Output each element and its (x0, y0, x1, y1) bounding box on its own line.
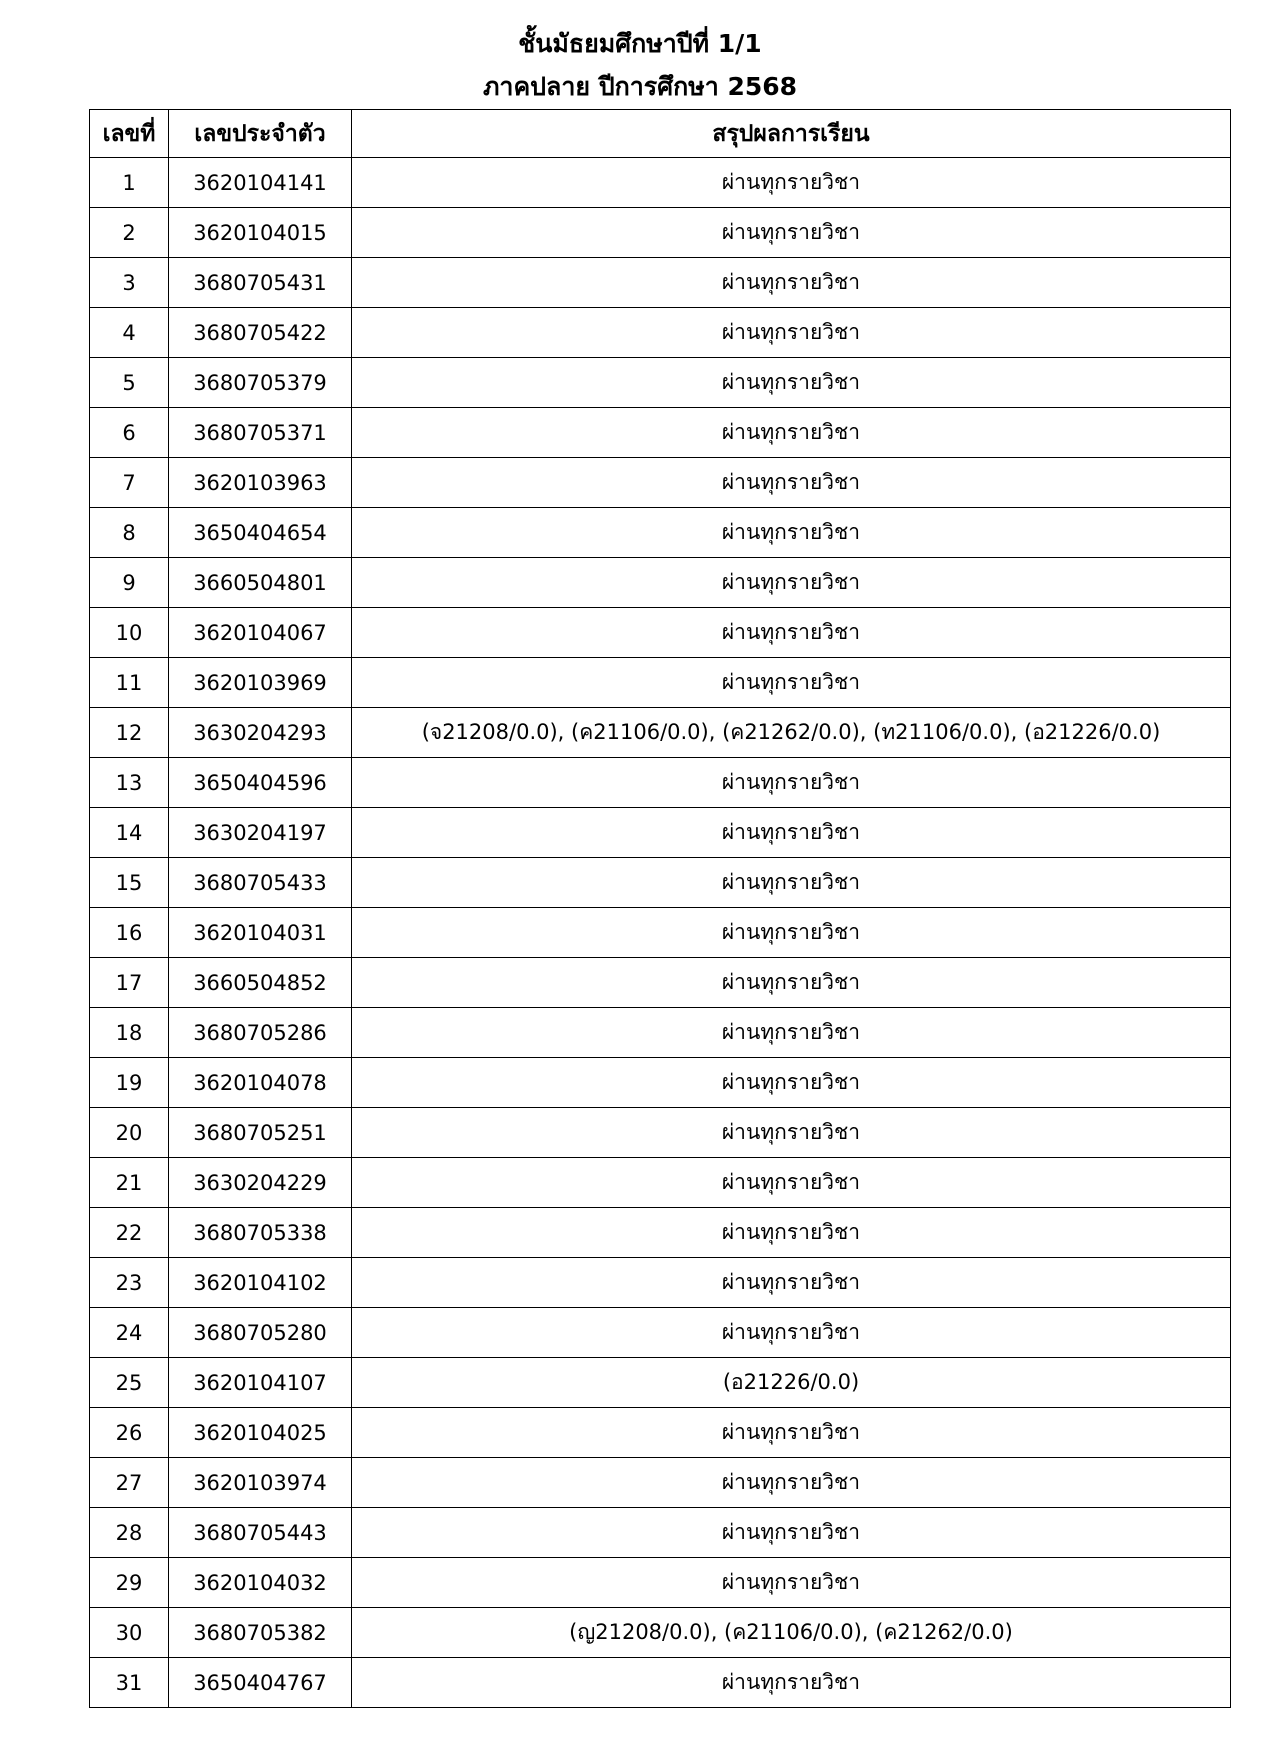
row-number-cell: 6 (90, 408, 169, 458)
result-cell: ผ่านทุกรายวิชา (352, 958, 1231, 1008)
student-id-cell: 3650404767 (169, 1658, 352, 1708)
student-id-cell: 3680705379 (169, 358, 352, 408)
row-number-cell: 18 (90, 1008, 169, 1058)
table-row (90, 358, 1231, 408)
result-cell: ผ่านทุกรายวิชา (352, 1508, 1231, 1558)
result-cell: ผ่านทุกรายวิชา (352, 208, 1231, 258)
result-cell: (ญ21208/0.0), (ค21106/0.0), (ค21262/0.0) (352, 1608, 1231, 1658)
row-number-cell: 30 (90, 1608, 169, 1658)
result-cell: ผ่านทุกรายวิชา (352, 1058, 1231, 1108)
result-cell: ผ่านทุกรายวิชา (352, 608, 1231, 658)
student-id-cell: 3620104025 (169, 1408, 352, 1458)
student-id-cell: 3680705371 (169, 408, 352, 458)
table-row (90, 608, 1231, 658)
student-id-cell: 3660504852 (169, 958, 352, 1008)
row-number-cell: 5 (90, 358, 169, 408)
table-row (90, 1558, 1231, 1608)
student-id-cell: 3630204197 (169, 808, 352, 858)
row-number-cell: 3 (90, 258, 169, 308)
table-row (90, 658, 1231, 708)
student-id-cell: 3630204293 (169, 708, 352, 758)
row-number-cell: 24 (90, 1308, 169, 1358)
result-cell: ผ่านทุกรายวิชา (352, 358, 1231, 408)
row-number-cell: 10 (90, 608, 169, 658)
result-cell: ผ่านทุกรายวิชา (352, 1558, 1231, 1608)
result-cell: ผ่านทุกรายวิชา (352, 258, 1231, 308)
row-number-cell: 7 (90, 458, 169, 508)
student-id-cell: 3620103969 (169, 658, 352, 708)
student-id-cell: 3660504801 (169, 558, 352, 608)
result-cell: ผ่านทุกรายวิชา (352, 858, 1231, 908)
result-cell: ผ่านทุกรายวิชา (352, 1308, 1231, 1358)
row-number-cell: 4 (90, 308, 169, 358)
row-number-cell: 21 (90, 1158, 169, 1208)
row-number-cell: 14 (90, 808, 169, 858)
result-cell: ผ่านทุกรายวิชา (352, 658, 1231, 708)
student-id-cell: 3620103974 (169, 1458, 352, 1508)
table-row (90, 958, 1231, 1008)
result-cell: ผ่านทุกรายวิชา (352, 758, 1231, 808)
row-number-cell: 22 (90, 1208, 169, 1258)
row-number-cell: 20 (90, 1108, 169, 1158)
row-number-cell: 26 (90, 1408, 169, 1458)
table-row (90, 1408, 1231, 1458)
student-id-cell: 3680705422 (169, 308, 352, 358)
result-cell: ผ่านทุกรายวิชา (352, 908, 1231, 958)
result-cell: ผ่านทุกรายวิชา (352, 1008, 1231, 1058)
row-number-cell: 29 (90, 1558, 169, 1608)
result-cell: ผ่านทุกรายวิชา (352, 1658, 1231, 1708)
student-id-cell: 3680705280 (169, 1308, 352, 1358)
student-id-cell: 3680705338 (169, 1208, 352, 1258)
result-cell: ผ่านทุกรายวิชา (352, 408, 1231, 458)
table-row (90, 1158, 1231, 1208)
student-id-cell: 3620104031 (169, 908, 352, 958)
row-number-cell: 12 (90, 708, 169, 758)
table-row (90, 308, 1231, 358)
result-cell: ผ่านทุกรายวิชา (352, 508, 1231, 558)
table-row (90, 158, 1231, 208)
table-row (90, 558, 1231, 608)
table-row (90, 1658, 1231, 1708)
student-id-cell: 3680705431 (169, 258, 352, 308)
result-cell: ผ่านทุกรายวิชา (352, 1108, 1231, 1158)
student-id-cell: 3630204229 (169, 1158, 352, 1208)
result-cell: ผ่านทุกรายวิชา (352, 158, 1231, 208)
row-number-cell: 8 (90, 508, 169, 558)
row-number-cell: 2 (90, 208, 169, 258)
result-cell: ผ่านทุกรายวิชา (352, 558, 1231, 608)
student-id-cell: 3650404654 (169, 508, 352, 558)
table-row (90, 758, 1231, 808)
row-number-cell: 31 (90, 1658, 169, 1708)
result-cell: ผ่านทุกรายวิชา (352, 1208, 1231, 1258)
header-number: เลขที่ (90, 110, 169, 158)
student-id-cell: 3620104032 (169, 1558, 352, 1608)
header-student-id: เลขประจำตัว (169, 110, 352, 158)
table-row (90, 1208, 1231, 1258)
table-row (90, 1108, 1231, 1158)
row-number-cell: 23 (90, 1258, 169, 1308)
student-id-cell: 3680705382 (169, 1608, 352, 1658)
row-number-cell: 27 (90, 1458, 169, 1508)
row-number-cell: 11 (90, 658, 169, 708)
student-id-cell: 3680705286 (169, 1008, 352, 1058)
table-row (90, 858, 1231, 908)
results-table (89, 109, 1231, 1708)
student-id-cell: 3620104078 (169, 1058, 352, 1108)
row-number-cell: 25 (90, 1358, 169, 1408)
document-subtitle: ภาคปลาย ปีการศึกษา 2568 (482, 72, 798, 101)
student-id-cell: 3680705433 (169, 858, 352, 908)
row-number-cell: 13 (90, 758, 169, 808)
table-row (90, 1258, 1231, 1308)
student-id-cell: 3680705251 (169, 1108, 352, 1158)
table-row (90, 458, 1231, 508)
table-row (90, 408, 1231, 458)
row-number-cell: 17 (90, 958, 169, 1008)
table-row (90, 1058, 1231, 1108)
table-row (90, 1308, 1231, 1358)
row-number-cell: 1 (90, 158, 169, 208)
student-id-cell: 3620104067 (169, 608, 352, 658)
table-row (90, 258, 1231, 308)
table-row (90, 1608, 1231, 1658)
table-row (90, 1508, 1231, 1558)
result-cell: ผ่านทุกรายวิชา (352, 458, 1231, 508)
table-row (90, 1458, 1231, 1508)
student-id-cell: 3650404596 (169, 758, 352, 808)
student-id-cell: 3680705443 (169, 1508, 352, 1558)
document-title: ชั้นมัธยมศึกษาปีที่ 1/1 (518, 29, 762, 58)
result-cell: (อ21226/0.0) (352, 1358, 1231, 1408)
table-header-row (90, 110, 1231, 158)
row-number-cell: 15 (90, 858, 169, 908)
student-id-cell: 3620104015 (169, 208, 352, 258)
student-id-cell: 3620104107 (169, 1358, 352, 1408)
result-cell: ผ่านทุกรายวิชา (352, 308, 1231, 358)
table-row (90, 508, 1231, 558)
results-table-body (90, 158, 1231, 1708)
result-cell: ผ่านทุกรายวิชา (352, 808, 1231, 858)
table-row (90, 708, 1231, 758)
row-number-cell: 9 (90, 558, 169, 608)
student-id-cell: 3620104102 (169, 1258, 352, 1308)
table-row (90, 1358, 1231, 1408)
row-number-cell: 28 (90, 1508, 169, 1558)
row-number-cell: 16 (90, 908, 169, 958)
row-number-cell: 19 (90, 1058, 169, 1108)
result-cell: (จ21208/0.0), (ค21106/0.0), (ค21262/0.0), (ท21106/0.0), (อ21226/0.0) (352, 708, 1231, 758)
table-row (90, 908, 1231, 958)
table-row (90, 1008, 1231, 1058)
result-cell: ผ่านทุกรายวิชา (352, 1408, 1231, 1458)
header-result: สรุปผลการเรียน (352, 110, 1231, 158)
table-row (90, 208, 1231, 258)
student-id-cell: 3620103963 (169, 458, 352, 508)
table-row (90, 808, 1231, 858)
result-cell: ผ่านทุกรายวิชา (352, 1158, 1231, 1208)
student-id-cell: 3620104141 (169, 158, 352, 208)
result-cell: ผ่านทุกรายวิชา (352, 1258, 1231, 1308)
result-cell: ผ่านทุกรายวิชา (352, 1458, 1231, 1508)
